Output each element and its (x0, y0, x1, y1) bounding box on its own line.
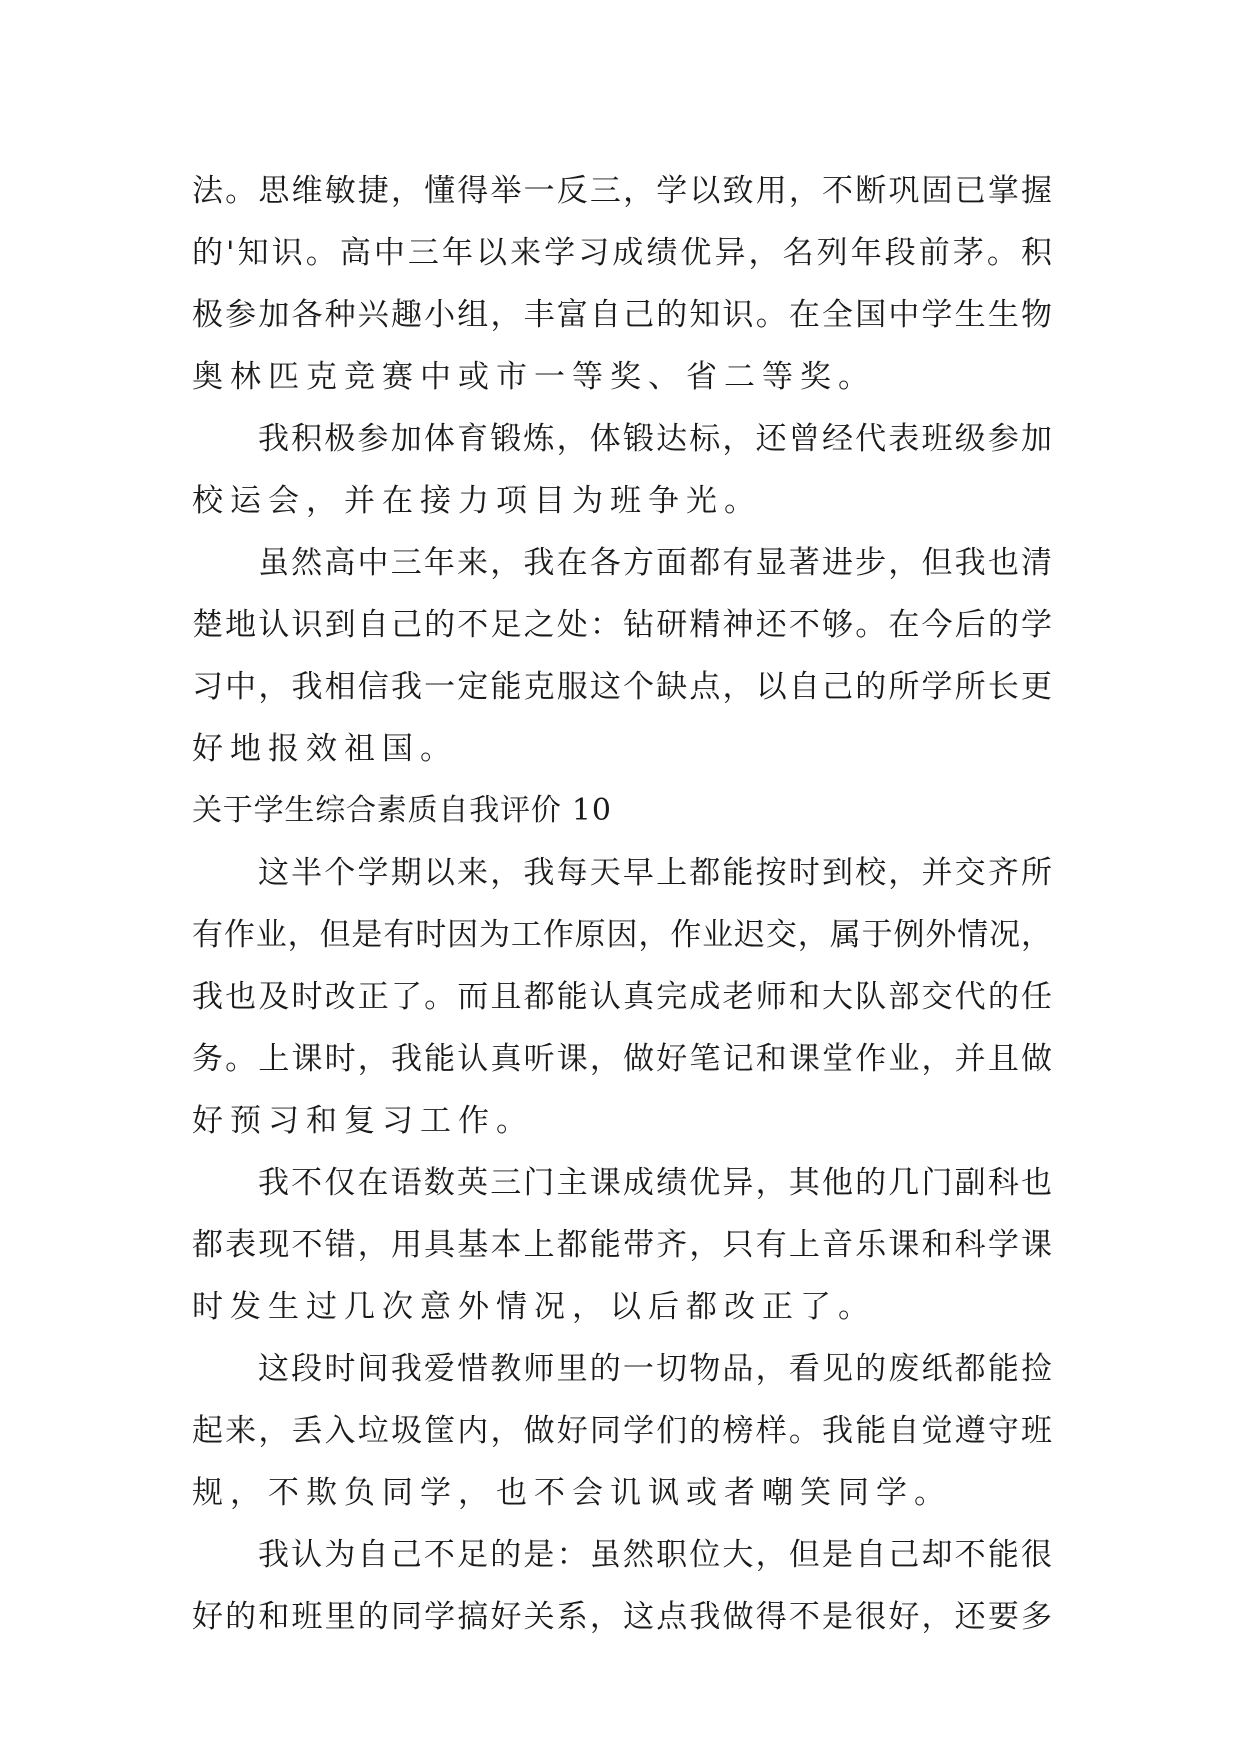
document-body (192, 160, 1052, 1648)
text-line: 务。上课时，我能认真听课，做好笔记和课堂作业，并且做 (192, 1041, 1052, 1077)
text-line: 起来，丢入垃圾筐内，做好同学们的榜样。我能自觉遵守班 (192, 1413, 1052, 1449)
section-heading: 关于学生综合素质自我评价 10 (192, 793, 612, 828)
paragraph-first-line: 这半个学期以来，我每天早上都能按时到校，并交齐所 (258, 855, 1052, 891)
text-line: 好预习和复习工作。 (192, 1103, 534, 1139)
text-line: 好地报效祖国。 (192, 731, 458, 767)
text-line: 极参加各种兴趣小组，丰富自己的知识。在全国中学生生物 (192, 297, 1052, 333)
text-line: 时发生过几次意外情况，以后都改正了。 (192, 1289, 876, 1325)
text-line: 规，不欺负同学，也不会讥讽或者嘲笑同学。 (192, 1475, 952, 1511)
paragraph-first-line: 我不仅在语数英三门主课成绩优异，其他的几门副科也 (258, 1165, 1052, 1201)
text-line: 我也及时改正了。而且都能认真完成老师和大队部交代的任 (192, 979, 1052, 1015)
text-line: 校运会，并在接力项目为班争光。 (192, 483, 762, 519)
text-line: 的'知识。高中三年以来学习成绩优异，名列年段前茅。积 (192, 235, 1052, 271)
text-line: 奥林匹克竞赛中或市一等奖、省二等奖。 (192, 359, 876, 395)
paragraph-first-line: 虽然高中三年来，我在各方面都有显著进步，但我也清 (258, 545, 1052, 581)
text-line: 都表现不错，用具基本上都能带齐，只有上音乐课和科学课 (192, 1227, 1052, 1263)
text-line: 有作业，但是有时因为工作原因，作业迟交，属于例外情况， (192, 917, 1052, 953)
paragraph-first-line: 我积极参加体育锻炼，体锻达标，还曾经代表班级参加 (258, 421, 1052, 457)
text-line: 好的和班里的同学搞好关系，这点我做得不是很好，还要多 (192, 1599, 1052, 1635)
paragraph-first-line: 我认为自己不足的是：虽然职位大，但是自己却不能很 (258, 1537, 1052, 1573)
text-line: 法。思维敏捷，懂得举一反三，学以致用，不断巩固已掌握 (192, 173, 1052, 209)
paragraph-first-line: 这段时间我爱惜教师里的一切物品，看见的废纸都能捡 (258, 1351, 1052, 1387)
text-line: 习中，我相信我一定能克服这个缺点，以自己的所学所长更 (192, 669, 1052, 705)
text-line: 楚地认识到自己的不足之处：钻研精神还不够。在今后的学 (192, 607, 1052, 643)
